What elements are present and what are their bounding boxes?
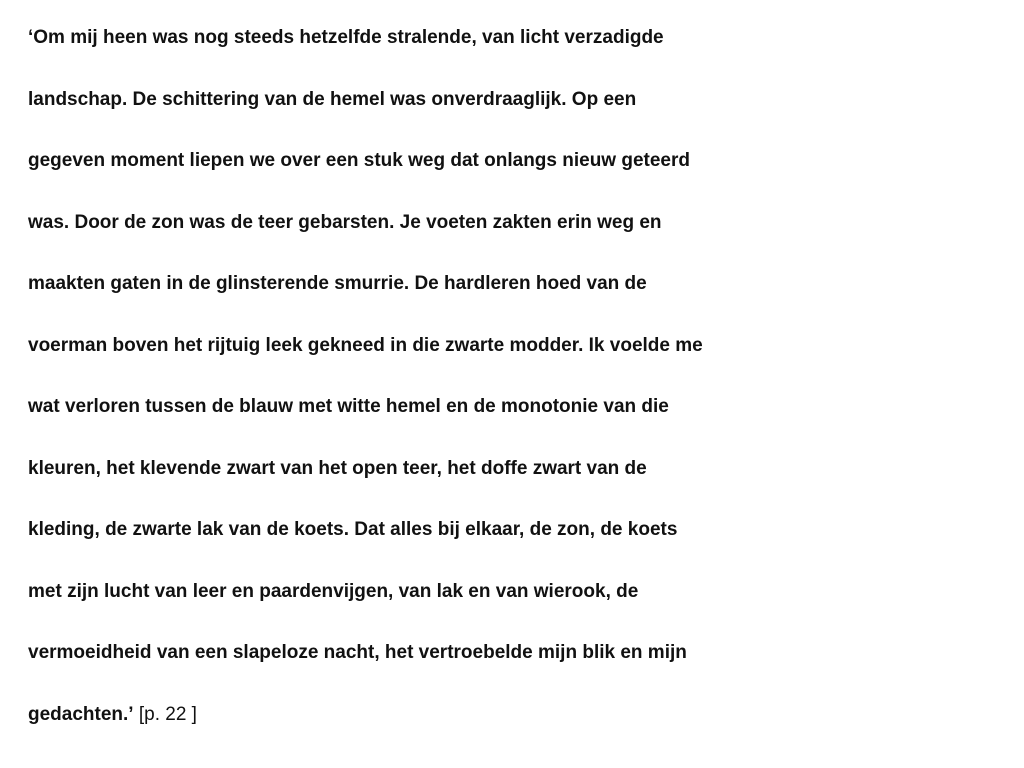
quote-line-9: kleding, de zwarte lak van de koets. Dat alles bij elkaar, de zon, de koets xyxy=(28,519,678,540)
quote-line-3: gegeven moment liepen we over een stuk weg dat onlangs nieuw geteerd xyxy=(28,150,690,171)
quote-closing-text: gedachten.’ xyxy=(28,703,134,725)
quote-line-8: kleuren, het klevende zwart van het open teer, het doffe zwart van de xyxy=(28,457,647,479)
quote-line-11: vermoeidheid van een slapeloze nacht, het vertroebelde mijn blik en mijn xyxy=(28,642,687,663)
quote-line-6: voerman boven het rijtuig leek gekneed in die zwarte modder. Ik voelde me xyxy=(28,334,703,356)
quote-line-2: landschap. De schittering van de hemel was onverdraaglijk. Op een xyxy=(28,88,637,110)
quote-line-12 xyxy=(28,700,1008,762)
quote-line-4: was. Door de zon was de teer gebarsten. Je voeten zakten erin weg en xyxy=(28,211,662,233)
quote-line-10: met zijn lucht van leer en paardenvijgen, van lak en van wierook, de xyxy=(28,580,639,602)
page-reference: [p. 22 ] xyxy=(133,703,197,725)
quote-line-7: wat verloren tussen de blauw met witte hemel en de monotonie van die xyxy=(28,396,669,417)
quote-line-5: maakten gaten in de glinsterende smurrie. De hardleren hoed van de xyxy=(28,273,647,294)
quote-text-block xyxy=(28,23,1008,761)
quote-line-1: ‘Om mij heen was nog steeds hetzelfde stralende, van licht verzadigde xyxy=(28,27,664,48)
